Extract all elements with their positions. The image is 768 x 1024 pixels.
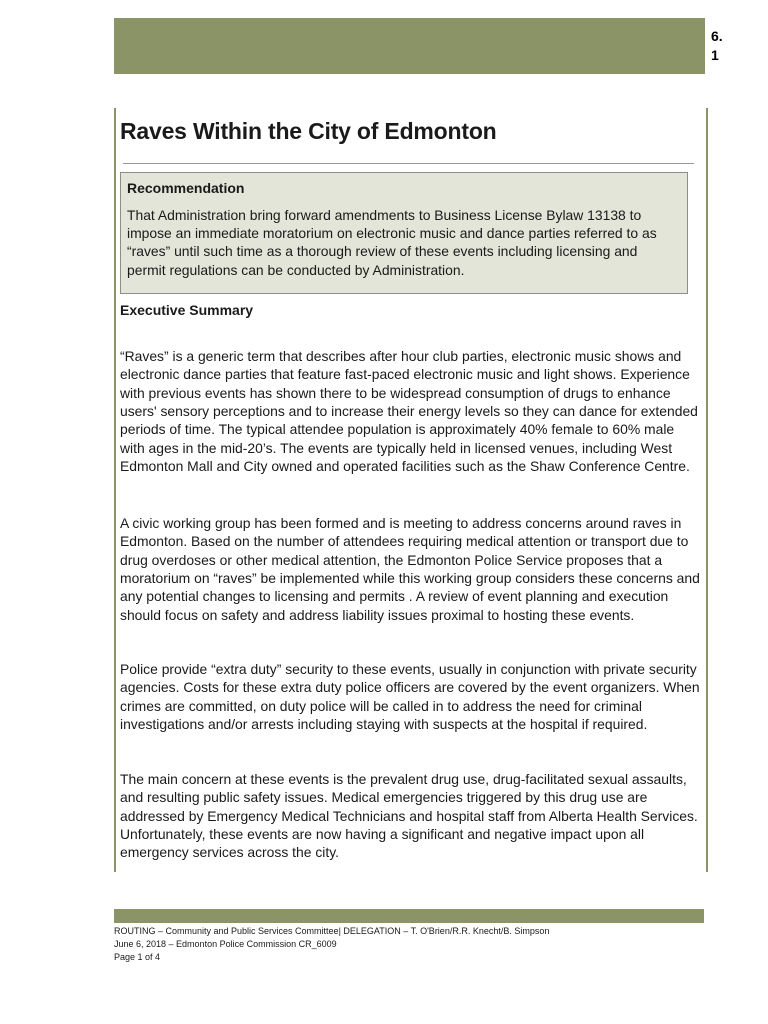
summary-paragraph-1: “Raves” is a generic term that describes after hour club parties, electronic music shows and electronic dance parties that feature fast-paced electronic music and light shows. Experience with previous events has shown there to be widespread consumption of drugs to enhance users' sensory perceptions and to increase their energy levels so they can dance for extended periods of time. The typical attendee population is approximately 40% female to 60% male with ages in the mid-20’s. The events are typically held in licensed venues, including West Edmonton Mall and City owned and operated facilities such as the Shaw Conference Centre. [120, 348, 698, 475]
item-number-line1: 6. [711, 28, 723, 44]
footer-routing: ROUTING – Community and Public Services Committee| DELEGATION – T. O'Brien/R.R. Knecht/B. Simpson [114, 926, 550, 936]
header-bar [114, 18, 705, 74]
page-title: Raves Within the City of Edmonton [120, 118, 497, 144]
recommendation-heading: Recommendation [127, 180, 245, 196]
item-number [711, 27, 741, 65]
item-number-line2: 1 [711, 47, 719, 63]
footer-date: June 6, 2018 – Edmonton Police Commission CR_6009 [114, 939, 337, 949]
title-divider [123, 163, 694, 164]
footer-page-number: Page 1 of 4 [114, 952, 161, 962]
summary-paragraph-4: The main concern at these events is the prevalent drug use, drug-facilitated sexual assaults, and resulting public safety issues. Medical emergencies triggered by this drug use are addressed by Emergency Medical Technicians and hospital staff from Alberta Health Services. Unfortunately, these events are now having a significant and negative impact upon all emergency services across the city. [120, 771, 698, 861]
footer-bar [114, 909, 704, 923]
recommendation-body: That Administration bring forward amendments to Business License Bylaw 13138 to impose an immediate moratorium on electronic music and dance parties referred to as “raves” until such time as a thorough review of these events including licensing and permit regulations can be conducted by Administration. [127, 207, 657, 278]
recommendation-box [120, 172, 688, 294]
executive-summary-heading: Executive Summary [120, 302, 254, 318]
footer [114, 925, 549, 964]
summary-paragraph-2: A civic working group has been formed and is meeting to address concerns around raves in Edmonton. Based on the number of attendees requiring medical attention or transport due to drug overdoses or other medical attention, the Edmonton Police Service proposes that a moratorium on “raves” be implemented while this working group considers these concerns and any potential changes to licensing and permits . A review of event planning and execution should focus on safety and address liability issues proximal to hosting these events. [120, 515, 700, 623]
summary-paragraph-3: Police provide “extra duty” security to these events, usually in conjunction with private security agencies. Costs for these extra duty police officers are covered by the event organizers. When crimes are committed, on duty police will be called in to address the need for criminal investigations and/or arrests including staying with suspects at the hospital if required. [120, 661, 700, 733]
